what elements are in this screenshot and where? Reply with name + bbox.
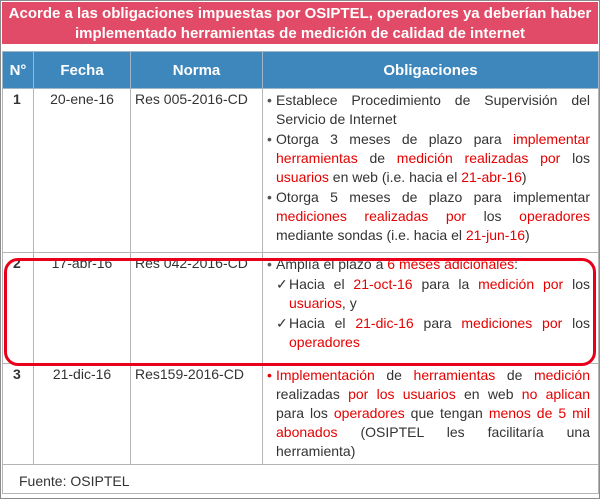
obligation-bullet: • Establece Procedimiento de Supervisión del Servicio de Internet xyxy=(267,92,590,127)
checkmark-icon: ✓ xyxy=(276,276,288,292)
obligations-table xyxy=(2,51,599,494)
source-note: Fuente: OSIPTEL xyxy=(19,473,130,489)
header-fecha: Fecha xyxy=(34,52,131,89)
row-obligaciones xyxy=(263,364,599,465)
table-row xyxy=(3,253,599,364)
title-line-1: Acorde a las obligaciones impuestas por OSIPTEL, operadores ya deberían haber xyxy=(8,5,592,22)
obligation-bullet: • Otorga 3 meses de plazo para implementar herramientas de medición realizadas por los usuarios en web (i.e. hacia el 21-abr-16) xyxy=(267,131,591,185)
obligation-check-item: ✓ Hacia el 21-dic-16 para mediciones por los operadores xyxy=(276,315,590,350)
row-norma: Res 042-2016-CD xyxy=(131,253,263,364)
bullet-icon: • xyxy=(267,189,272,205)
checkmark-icon: ✓ xyxy=(276,315,288,331)
bullet-icon: • xyxy=(267,131,272,147)
table-row xyxy=(3,364,599,465)
bullet-icon: • xyxy=(267,256,272,272)
obligation-bullet: • Amplía el plazo a 6 meses adicionales: xyxy=(267,256,519,272)
row-obligaciones xyxy=(263,253,599,364)
title-line-2: implementado herramientas de medición de calidad de internet xyxy=(74,25,526,42)
row-fecha: 20-ene-16 xyxy=(34,89,131,253)
header-obligaciones: Obligaciones xyxy=(263,52,599,89)
title-banner xyxy=(2,2,598,44)
table-row xyxy=(3,89,599,253)
row-norma: Res159-2016-CD xyxy=(131,364,263,465)
row-obligaciones xyxy=(263,89,599,253)
header-num: N° xyxy=(3,52,34,89)
obligation-bullet: • Otorga 5 meses de plazo para implementar mediciones realizadas por los operadores mediante sondas (i.e. hacia el 21-jun-16) xyxy=(267,189,590,243)
header-norma: Norma xyxy=(131,52,263,89)
row-num: 3 xyxy=(3,364,34,465)
obligation-bullet: • Implementación de herramientas de medición realizadas por los usuarios en web no aplican para los operadores que tengan menos de 5 mil abonados (OSIPTEL les facilitaría una herramienta) xyxy=(267,367,591,459)
row-num: 1 xyxy=(3,89,34,253)
row-num: 2 xyxy=(3,253,34,364)
row-fecha: 17-abr-16 xyxy=(34,253,131,364)
bullet-icon: • xyxy=(267,367,272,383)
row-norma: Res 005-2016-CD xyxy=(131,89,263,253)
row-fecha: 21-dic-16 xyxy=(34,364,131,465)
bullet-icon: • xyxy=(267,92,272,108)
table-header-row xyxy=(3,52,599,89)
obligation-check-item: ✓ Hacia el 21-oct-16 para la medición por los usuarios, y xyxy=(276,276,590,311)
